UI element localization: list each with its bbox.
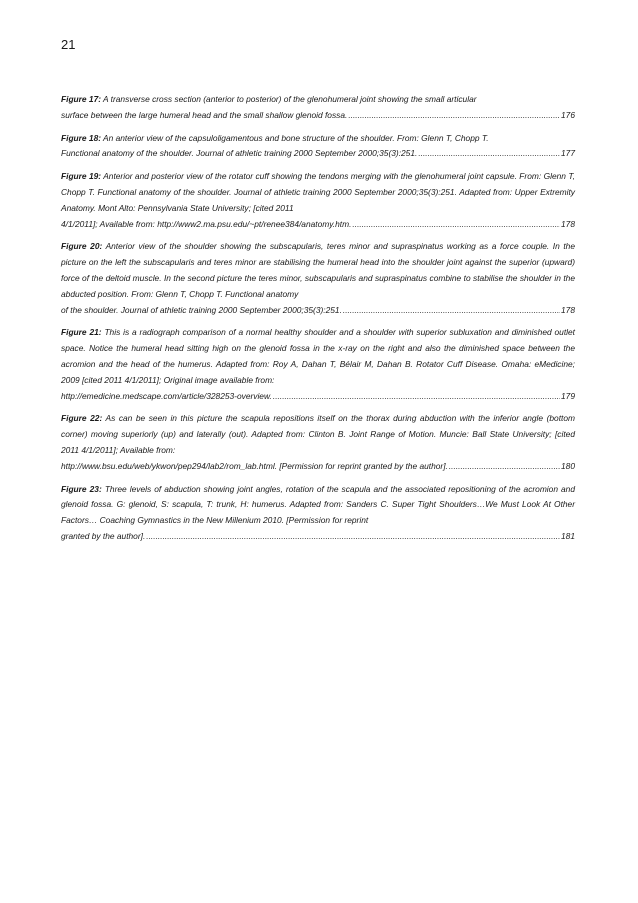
figure-entry-19 bbox=[61, 169, 575, 232]
figure-page-number: 179 bbox=[561, 390, 575, 401]
figure-page-number: 178 bbox=[561, 304, 575, 315]
figure-caption: Anterior and posterior view of the rotator cuff showing the tendons merging with the glenohumeral joint capsule. From: Glenn T, Chopp T. Functional anatomy of the shoulder. Journal of athletic training 2000 September 2000;35(3):251. Adapted from: Upper Extremity Anatomy. Mont Alto: Pennsylvania State University; [cited 2011 bbox=[61, 171, 575, 213]
leader-dots bbox=[352, 217, 560, 233]
figure-label: Figure 20: bbox=[61, 241, 103, 252]
figure-caption-tail: surface between the large humeral head and the small shallow glenoid fossa. bbox=[61, 109, 348, 120]
figure-page-number: 180 bbox=[561, 460, 575, 471]
figure-label: Figure 22: bbox=[61, 413, 103, 424]
leader-dots bbox=[146, 529, 560, 545]
figure-caption: A transverse cross section (anterior to posterior) of the glenohumeral joint showing the small articular bbox=[103, 94, 477, 104]
figure-caption-tail: http://www.bsu.edu/web/ykwon/pep294/lab2/rom_lab.html. [Permission for reprint granted by the author]. bbox=[61, 460, 448, 471]
figure-label: Figure 18: bbox=[61, 132, 102, 143]
figure-entry-21 bbox=[61, 325, 575, 404]
figure-label: Figure 23: bbox=[61, 483, 102, 494]
figure-caption: This is a radiograph comparison of a normal healthy shoulder and a shoulder with superior subluxation and diminished outlet space. Notice the humeral head sitting high on the glenoid fossa in the x-ray on the right and also the diminished space between the acromion and the head of the humerus. Adapted from: Roy A, Dahan T, Bélair M, Dahan B. Rotator Cuff Disease. Omaha: eMedicine; 2009 [cited 2011 4/1/2011]; Original image available from: bbox=[61, 327, 575, 385]
figure-caption: Anterior view of the shoulder showing the subscapularis, teres minor and supraspinatus working as a force couple. In the picture on the left the subscapularis and teres minor are stabilising the humeral head into the shoulder joint against the superior (upward) force of the deltoid muscle. In the second picture the teres minor, subscapularis and supraspinatus combine to stabilise the shoulder in the abducted position. From: Glenn T, Chopp T. Functional anatomy bbox=[61, 241, 575, 299]
figure-page-number: 176 bbox=[561, 109, 575, 120]
figure-caption-tail: 4/1/2011]; Available from: http://www2.ma.psu.edu/~pt/renee384/anatomy.htm. bbox=[61, 218, 352, 229]
page-number: 21 bbox=[61, 37, 76, 52]
figure-caption: Three levels of abduction showing joint angles, rotation of the scapula and the associated repositioning of the acromion and glenoid fossa. G: glenoid, S: scapula, T: trunk, H: humerus. Adapted from: Sanders C. Super Tight Shoulders…We Must Look At Other Factors… Coaching Gymnastics in the New Millenium 2010. [Permission for reprint bbox=[61, 483, 576, 526]
leader-dots bbox=[449, 459, 560, 475]
figure-entry-17 bbox=[61, 92, 575, 124]
figure-page-number: 177 bbox=[561, 148, 575, 159]
figure-page-number: 181 bbox=[561, 530, 575, 541]
figure-caption-tail: http://emedicine.medscape.com/article/328253-overview. bbox=[61, 390, 272, 401]
figure-label: Figure 17: bbox=[61, 94, 102, 104]
leader-dots bbox=[348, 108, 560, 124]
figure-label: Figure 19: bbox=[61, 171, 102, 182]
figure-caption: As can be seen in this picture the scapula repositions itself on the thorax during abduction with the inferior angle (bottom corner) moving superiorly (up) and laterally (out). Adapted from: Clinton B. Joint Range of Motion. Muncie: Ball State University; [cited 2011 4/1/2011]; Available from: bbox=[61, 413, 575, 455]
figure-label: Figure 21: bbox=[61, 327, 102, 338]
leader-dots bbox=[273, 389, 560, 405]
figure-caption: An anterior view of the capsuloligamentous and bone structure of the shoulder. From: Glenn T, Chopp T. bbox=[103, 132, 489, 143]
figure-caption-tail: Functional anatomy of the shoulder. Journal of athletic training 2000 September 2000;35(3):251. bbox=[61, 148, 418, 159]
figure-caption-tail: of the shoulder. Journal of athletic training 2000 September 2000;35(3):251. bbox=[61, 304, 342, 315]
list-of-figures bbox=[61, 92, 575, 552]
leader-dots bbox=[343, 303, 560, 319]
figure-entry-18 bbox=[61, 131, 575, 163]
figure-caption-tail: granted by the author]. bbox=[61, 530, 146, 541]
figure-entry-22 bbox=[61, 411, 575, 474]
figure-page-number: 178 bbox=[561, 218, 575, 229]
figure-entry-20 bbox=[61, 239, 575, 318]
figure-entry-23 bbox=[61, 482, 575, 545]
leader-dots bbox=[418, 146, 560, 162]
